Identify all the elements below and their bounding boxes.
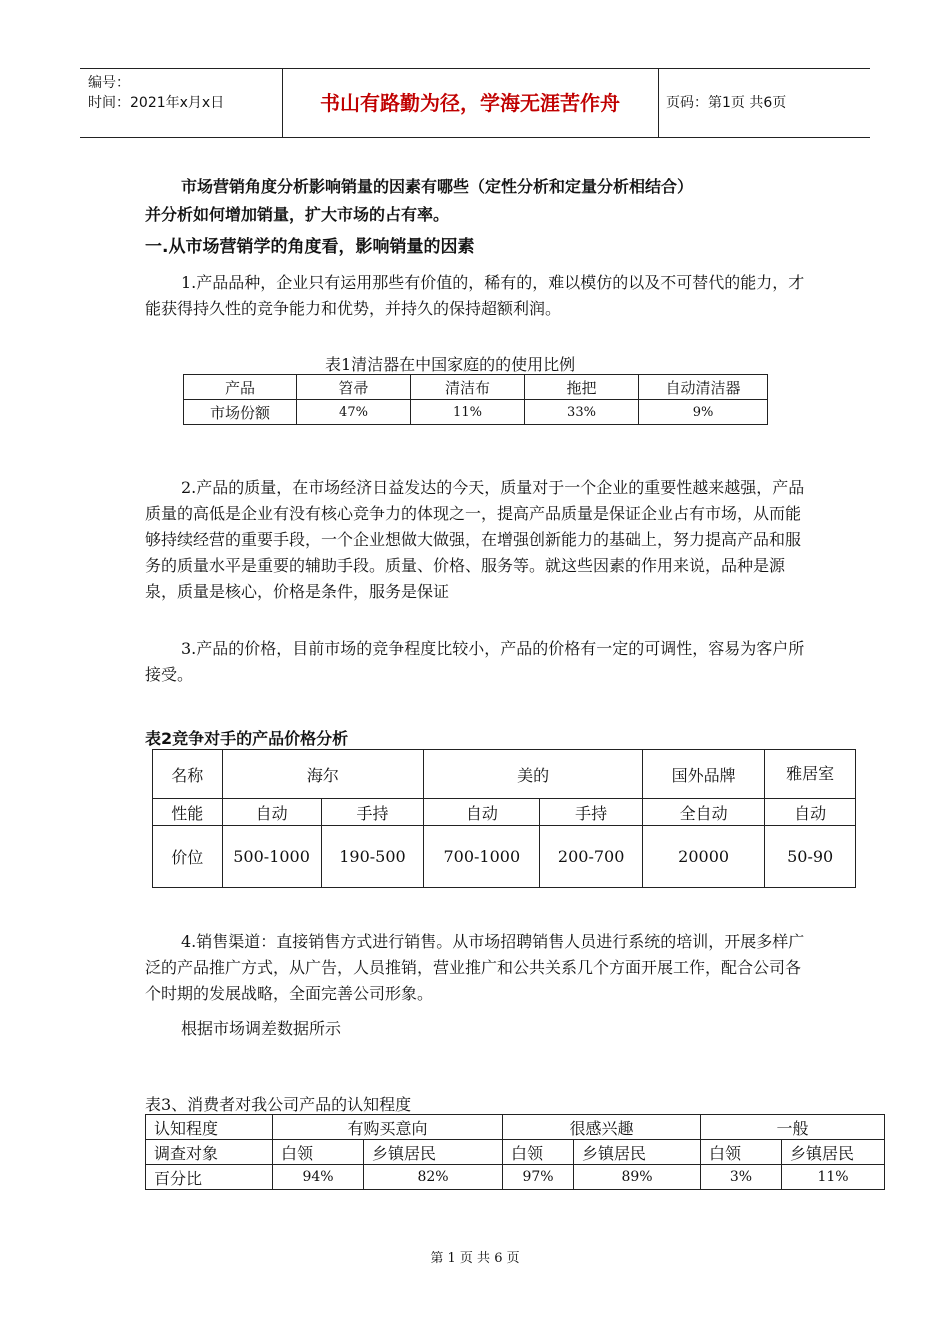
table-cell: 国外品牌 — [642, 750, 764, 799]
table-cell: 雅居室 — [765, 750, 856, 799]
table-cell: 性能 — [153, 799, 223, 826]
header-meta — [88, 73, 224, 113]
table-cell: 自动 — [424, 799, 540, 826]
table2-caption: 表2竞争对手的产品价格分析 — [145, 729, 349, 748]
table-cell: 乡镇居民 — [364, 1140, 503, 1165]
table-cell: 50-90 — [765, 826, 856, 888]
header-divider — [658, 69, 659, 137]
table-cell: 9% — [639, 400, 768, 425]
time-label: 时间：2021年x月x日 — [88, 95, 225, 111]
table-cell: 名称 — [153, 750, 223, 799]
table-cell: 认知程度 — [146, 1115, 273, 1140]
table-cell: 笤帚 — [297, 375, 411, 400]
paragraph-5: 根据市场调差数据所示 — [181, 1019, 342, 1038]
table-cell: 自动 — [222, 799, 321, 826]
table-cell: 手持 — [321, 799, 424, 826]
table-cell: 700-1000 — [424, 826, 540, 888]
table-cell: 白领 — [701, 1140, 782, 1165]
table-cell: 调查对象 — [146, 1140, 273, 1165]
table3-caption: 表3、消费者对我公司产品的认知程度 — [145, 1095, 412, 1114]
title-line-1: 市场营销角度分析影响销量的因素有哪些（定性分析和定量分析相结合） — [181, 177, 694, 196]
table-cell: 白领 — [503, 1140, 574, 1165]
table-cell: 产品 — [184, 375, 297, 400]
table-cell: 海尔 — [222, 750, 424, 799]
table-cell: 94% — [273, 1165, 364, 1190]
table-cell: 97% — [503, 1165, 574, 1190]
table-1 — [183, 374, 768, 425]
table-cell: 有购买意向 — [273, 1115, 503, 1140]
table-cell: 全自动 — [642, 799, 764, 826]
table-cell: 33% — [525, 400, 639, 425]
table-cell: 手持 — [540, 799, 643, 826]
header-motto: 书山有路勤为径，学海无涯苦作舟 — [320, 91, 620, 115]
table-cell: 自动清洁器 — [639, 375, 768, 400]
paragraph-3: 3.产品的价格，目前市场的竞争程度比较小，产品的价格有一定的可调性，容易为客户所接受。 — [145, 639, 805, 684]
table-cell: 很感兴趣 — [503, 1115, 701, 1140]
table-cell: 清洁布 — [411, 375, 525, 400]
table-cell: 乡镇居民 — [574, 1140, 701, 1165]
page-header — [80, 68, 870, 138]
table-2 — [152, 749, 856, 888]
table-cell: 价位 — [153, 826, 223, 888]
section-heading: 一.从市场营销学的角度看，影响销量的因素 — [145, 237, 475, 257]
table-cell: 美的 — [424, 750, 643, 799]
table-cell: 11% — [782, 1165, 885, 1190]
table-cell: 3% — [701, 1165, 782, 1190]
title-line-2: 并分析如何增加销量，扩大市场的占有率。 — [145, 205, 450, 224]
paragraph-4: 4.销售渠道：直接销售方式进行销售。从市场招聘销售人员进行系统的培训，开展多样广泛的产品推广方式，从广告，人员推销，营业推广和公共关系几个方面开展工作，配合公司各个时期的发展战略，全面完善公司形象。 — [145, 932, 805, 1003]
table1-caption: 表1清洁器在中国家庭的的使用比例 — [325, 355, 576, 374]
table-3 — [145, 1114, 885, 1190]
table-cell: 11% — [411, 400, 525, 425]
paragraph-2: 2.产品的质量，在市场经济日益发达的今天，质量对于一个企业的重要性越来越强，产品质量的高低是企业有没有核心竞争力的体现之一，提高产品质量是保证企业占有市场，从而能够持续经营的重要手段，一个企业想做大做强，在增强创新能力的基础上，努力提高产品和服务的质量水平是重要的辅助手段。质量、价格、服务等。就这些因素的作用来说，品种是源泉，质量是核心，价格是条件，服务是保证 — [145, 478, 805, 601]
table-cell: 82% — [364, 1165, 503, 1190]
table-cell: 自动 — [765, 799, 856, 826]
table-cell: 一般 — [701, 1115, 885, 1140]
table-cell: 200-700 — [540, 826, 643, 888]
document-title — [145, 173, 810, 229]
header-page-info: 页码：第1页 共6页 — [666, 95, 787, 111]
number-label: 编号： — [88, 75, 130, 91]
table-cell: 拖把 — [525, 375, 639, 400]
table-cell: 乡镇居民 — [782, 1140, 885, 1165]
paragraph-1: 1.产品品种，企业只有运用那些有价值的，稀有的，难以模仿的以及不可替代的能力，才能获得持久性的竞争能力和优势，并持久的保持超额利润。 — [145, 273, 805, 318]
table-cell: 20000 — [642, 826, 764, 888]
table-cell: 白领 — [273, 1140, 364, 1165]
table-cell: 市场份额 — [184, 400, 297, 425]
table-cell: 500-1000 — [222, 826, 321, 888]
table-cell: 百分比 — [146, 1165, 273, 1190]
table-cell: 47% — [297, 400, 411, 425]
page-footer: 第 1 页 共 6 页 — [430, 1251, 520, 1266]
table-cell: 190-500 — [321, 826, 424, 888]
table-cell: 89% — [574, 1165, 701, 1190]
